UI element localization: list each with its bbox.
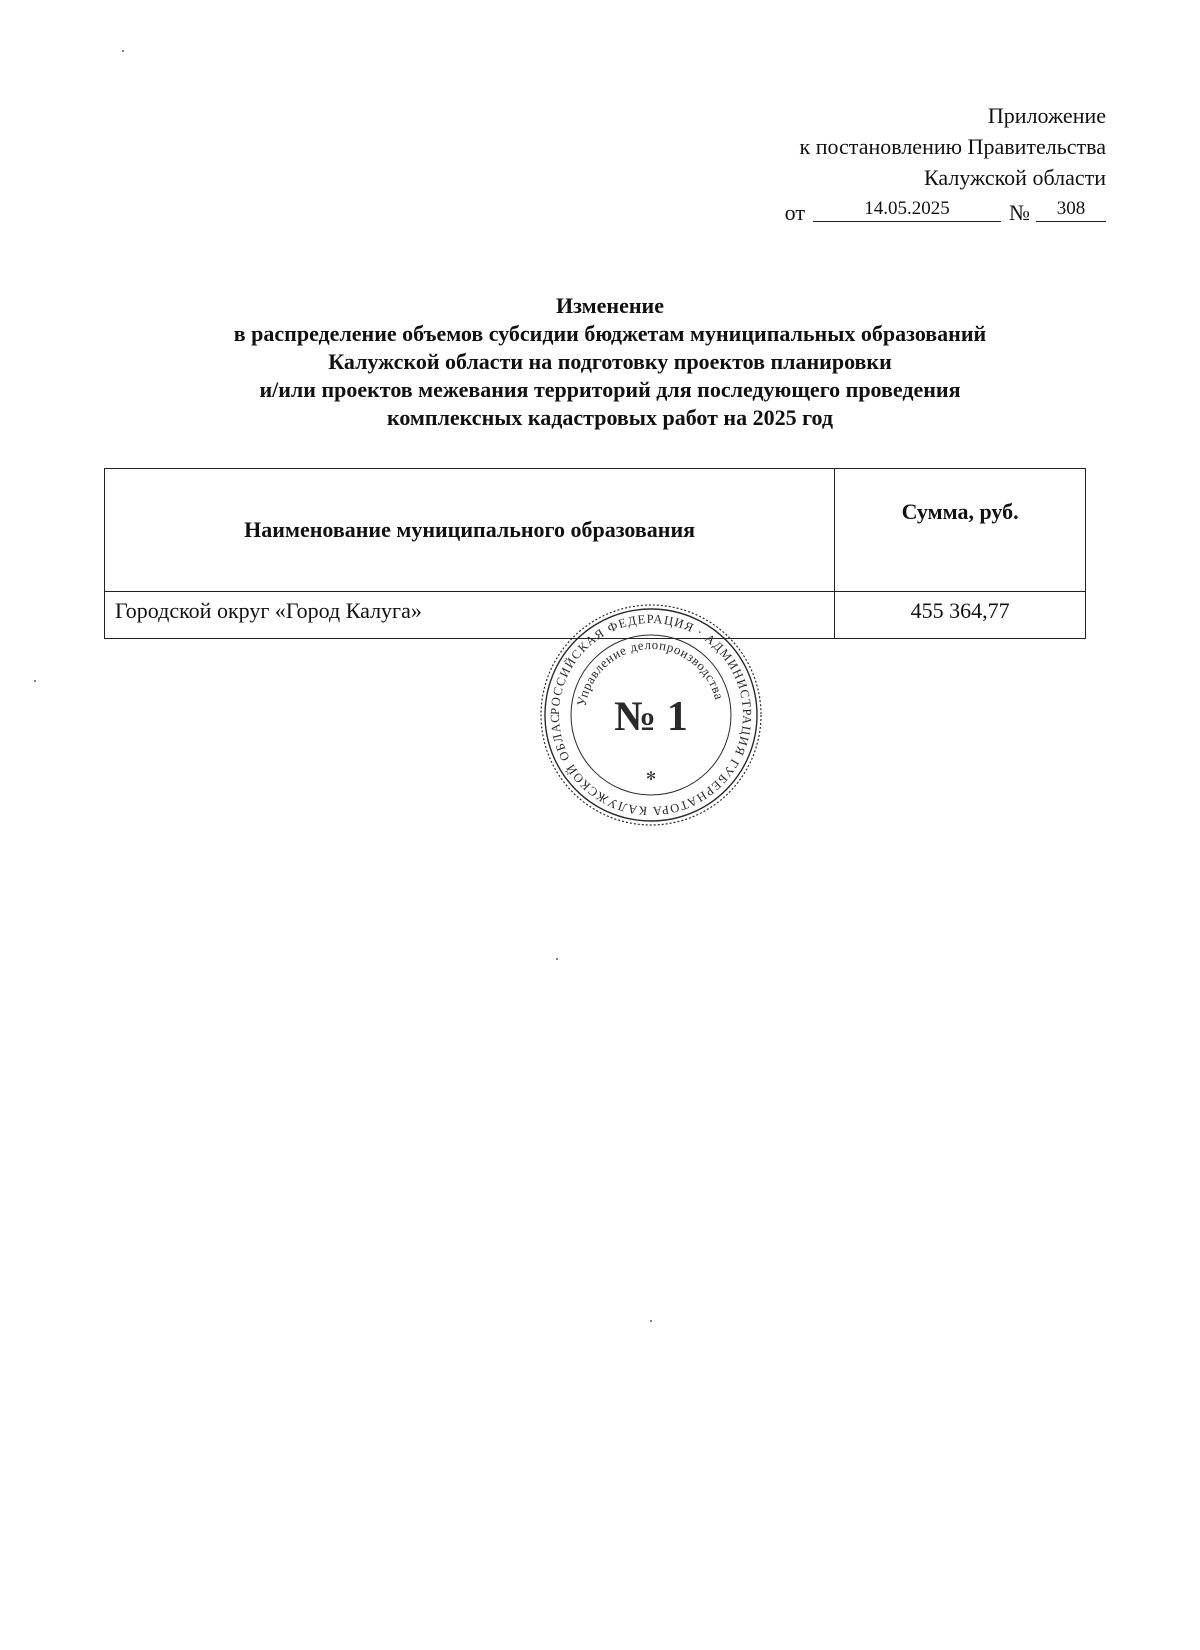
title-line-2: в распределение объемов субсидии бюджетам муниципальных образований bbox=[233, 321, 987, 346]
seal-graphic bbox=[536, 600, 766, 830]
scan-speck bbox=[122, 50, 124, 52]
title-line-5: комплексных кадастровых работ на 2025 год bbox=[386, 405, 834, 430]
amount-cell: 455 364,77 bbox=[835, 592, 1086, 639]
appendix-label: Приложение bbox=[987, 103, 1106, 128]
title-line-1: Изменение bbox=[556, 293, 664, 318]
document-title bbox=[100, 292, 1120, 432]
official-seal bbox=[536, 600, 766, 830]
decree-number: 308 bbox=[1036, 198, 1106, 222]
title-line-4: и/или проектов межевания территорий для последующего проведения bbox=[259, 377, 961, 402]
from-label: от bbox=[784, 200, 805, 225]
column-header-sum: Сумма, руб. bbox=[835, 469, 1086, 592]
table-header-row bbox=[105, 469, 1086, 592]
scan-speck bbox=[650, 1320, 652, 1322]
title-line-3: Калужской области на подготовку проектов планировки bbox=[328, 349, 892, 374]
scan-speck bbox=[34, 680, 36, 682]
scan-speck bbox=[556, 958, 558, 960]
appendix-header bbox=[800, 100, 1106, 193]
seal-center-text: № 1 bbox=[614, 694, 688, 740]
seal-inner-text: Управление делопроизводства bbox=[573, 636, 728, 708]
decree-date: 14.05.2025 bbox=[813, 198, 1001, 222]
appendix-region: Калужской области bbox=[924, 165, 1106, 190]
appendix-reference: к постановлению Правительства bbox=[799, 134, 1106, 159]
column-header-name: Наименование муниципального образования bbox=[105, 469, 835, 592]
seal-outer-text: РОССИЙСКАЯ ФЕДЕРАЦИЯ · АДМИНИСТРАЦИЯ ГУБЕРНАТОРА КАЛУЖСКОЙ ОБЛАС bbox=[547, 611, 755, 819]
number-sign: № bbox=[1009, 200, 1030, 225]
svg-text:✻: ✻ bbox=[645, 769, 657, 783]
decree-reference-line bbox=[785, 200, 1106, 226]
municipality-name-cell: Городской округ «Город Калуга» bbox=[105, 592, 835, 639]
